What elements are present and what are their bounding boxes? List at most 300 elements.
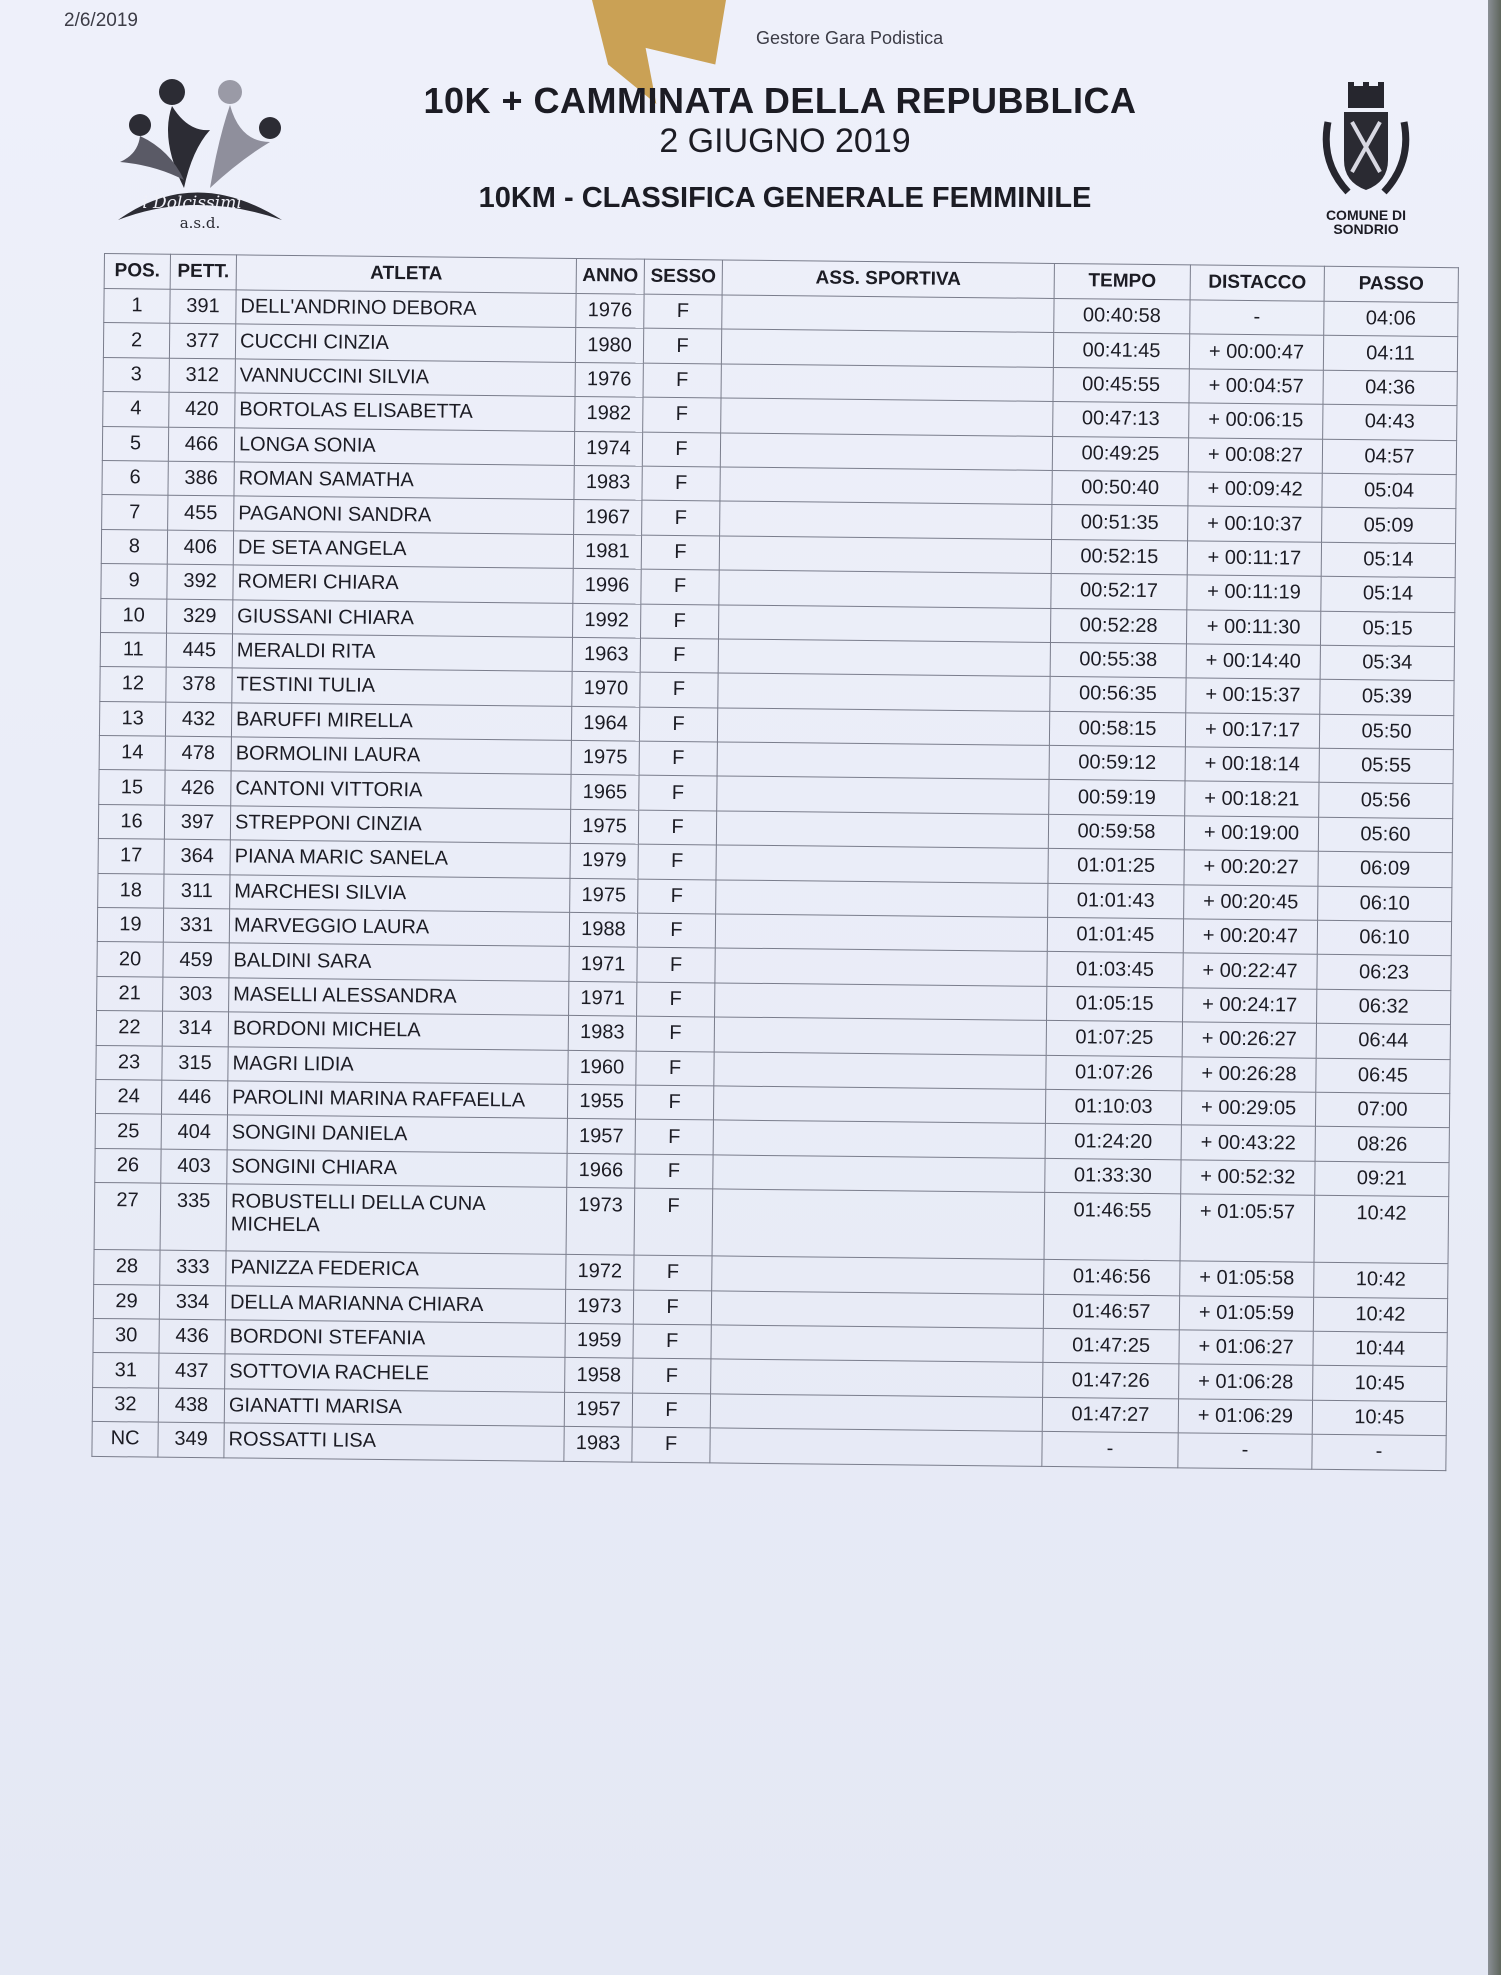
cell-pos: 6 [102,460,168,495]
cell-year: 1976 [575,362,643,397]
cell-time: 00:59:58 [1048,814,1184,850]
organizer-label: Gestore Gara Podistica [756,28,944,48]
cell-club [713,1155,1045,1193]
cell-club [711,1325,1043,1363]
cell-pace: 06:32 [1316,989,1450,1025]
cell-gap: + 00:29:05 [1181,1091,1315,1127]
cell-bib: 314 [162,1011,228,1046]
cell-pos: 12 [100,667,166,702]
cell-bib: 455 [168,496,234,531]
cell-sex: F [635,1119,713,1154]
cell-pace: 04:11 [1323,336,1457,372]
cell-pos: 16 [98,804,164,839]
cell-time: 00:40:58 [1054,298,1190,334]
cell-bib: 312 [169,358,235,393]
cell-sex: F [633,1358,711,1393]
cell-pos: 27 [94,1183,161,1251]
cell-year: 1975 [571,740,639,775]
cell-pos: 29 [93,1284,159,1319]
cell-pos: 8 [101,529,167,564]
cell-pos: 28 [94,1250,160,1285]
comune-label [1316,208,1416,236]
cell-gap: + 00:11:19 [1187,575,1321,611]
comune-line2: SONDRIO [1333,221,1399,237]
cell-athlete: DELLA MARIANNA CHIARA [225,1285,565,1323]
cell-pace: 05:34 [1320,645,1454,681]
cell-pace: 10:45 [1313,1366,1447,1402]
cell-year: 1982 [575,397,643,432]
cell-sex: F [640,638,718,673]
cell-sex: F [636,1051,714,1086]
cell-athlete: LONGA SONIA [234,427,574,465]
cell-sex: F [637,948,715,983]
cell-club [717,776,1049,814]
cell-pos: 21 [97,976,163,1011]
cell-sex: F [637,913,715,948]
cell-athlete: MAGRI LIDIA [228,1046,568,1084]
cell-year: 1960 [568,1050,636,1085]
cell-athlete: BARUFFI MIRELLA [231,703,571,741]
cell-time: 00:55:38 [1050,642,1186,678]
cell-bib: 445 [166,633,232,668]
dolcissimi-logo [100,70,290,230]
cell-bib: 331 [163,908,229,943]
cell-gap: + 01:05:58 [1180,1261,1314,1297]
cell-bib: 377 [169,324,235,359]
cell-pace: 06:23 [1317,955,1451,991]
cell-athlete: PIANA MARIC SANELA [230,840,570,878]
cell-athlete: ROMERI CHIARA [233,565,573,603]
cell-pos: 25 [95,1114,161,1149]
cell-bib: 386 [168,461,234,496]
cell-club [717,708,1049,746]
cell-sex: F [641,535,719,570]
cell-year: 1965 [571,775,639,810]
cell-pace: 10:42 [1314,1262,1448,1298]
cell-sex: F [638,879,716,914]
event-date: 2 GIUGNO 2019 [659,122,911,160]
cell-year: 1980 [575,328,643,363]
cell-sex: F [637,982,715,1017]
cell-gap: + 00:09:42 [1188,472,1322,508]
cell-bib: 404 [161,1115,227,1150]
cell-sex: F [643,363,721,398]
cell-time: 00:50:40 [1052,470,1188,506]
cell-athlete: ROMAN SAMATHA [234,462,574,500]
cell-pace: 05:39 [1320,680,1454,716]
cell-gap: + 00:11:17 [1187,541,1321,577]
cell-time: 00:52:28 [1050,608,1186,644]
cell-gap: + 00:14:40 [1186,644,1320,680]
cell-club [719,536,1051,574]
cell-year: 1992 [573,603,641,638]
cell-pace: 05:14 [1321,542,1455,578]
cell-year: 1979 [570,844,638,879]
cell-time: 01:07:25 [1046,1021,1182,1057]
cell-year: 1981 [573,534,641,569]
cell-year: 1967 [574,500,642,535]
cell-bib: 391 [170,289,236,324]
cell-gap: + 01:05:57 [1180,1194,1315,1262]
cell-club [721,364,1053,402]
cell-sex: F [642,432,720,467]
cell-year: 1996 [573,569,641,604]
cell-time: 00:52:15 [1051,539,1187,575]
cell-club [711,1359,1043,1397]
cell-gap: + 00:43:22 [1181,1125,1315,1161]
cell-athlete: VANNUCCINI SILVIA [235,359,575,397]
col-tempo: TEMPO [1054,263,1190,299]
col-passo: PASSO [1324,266,1458,302]
cell-club [716,880,1048,918]
cell-sex: F [639,707,717,742]
col-pos: POS. [104,254,170,290]
cell-pos: 9 [101,564,167,599]
cell-club [718,604,1050,642]
cell-sex: F [636,1016,714,1051]
cell-club [712,1189,1045,1259]
cell-pace: - [1312,1434,1446,1470]
comune-line1: COMUNE DI [1325,207,1407,223]
col-pett: PETT. [170,254,236,290]
cell-year: 1959 [565,1323,633,1358]
cell-pace: 06:09 [1318,851,1452,887]
cell-time: 00:45:55 [1053,367,1189,403]
cell-year: 1976 [576,293,644,328]
cell-year: 1963 [572,637,640,672]
cell-club [715,983,1047,1021]
cell-club [711,1290,1043,1328]
cell-bib: 406 [167,530,233,565]
cell-time: 01:47:25 [1043,1328,1179,1364]
cell-pace: 10:42 [1313,1297,1447,1333]
cell-club [718,639,1050,677]
cell-athlete: PAGANONI SANDRA [234,496,574,534]
cell-time: 00:51:35 [1052,505,1188,541]
cell-athlete: BORMOLINI LAURA [231,737,571,775]
cell-club [714,1052,1046,1090]
cell-gap: + 00:20:27 [1184,850,1318,886]
cell-pos: 20 [97,942,163,977]
cell-athlete: CANTONI VITTORIA [231,771,571,809]
cell-gap: + 00:17:17 [1185,713,1319,749]
cell-bib: 315 [162,1046,228,1081]
cell-pace: 05:04 [1322,473,1456,509]
cell-athlete: BORDONI MICHELA [228,1012,568,1050]
cell-pos: 10 [101,598,167,633]
ranking-heading: 10KM - CLASSIFICA GENERALE FEMMINILE [478,182,1092,214]
cell-gap: + 00:26:27 [1182,1022,1316,1058]
cell-pos: 30 [93,1318,159,1353]
cell-gap: + 00:18:21 [1185,781,1319,817]
cell-year: 1971 [569,981,637,1016]
cell-gap: + 00:52:32 [1181,1160,1315,1196]
cell-club [721,398,1053,436]
cell-bib: 311 [164,874,230,909]
print-date: 2/6/2019 [64,10,138,31]
cell-time: 01:24:20 [1045,1124,1181,1160]
cell-pos: 26 [95,1148,161,1183]
cell-year: 1973 [566,1188,635,1256]
cell-pace: 05:55 [1319,748,1453,784]
cell-club [718,673,1050,711]
cell-bib: 392 [167,564,233,599]
cell-year: 1964 [571,706,639,741]
cell-pace: 05:50 [1319,714,1453,750]
cell-bib: 333 [160,1250,226,1285]
cell-pace: 04:06 [1324,301,1458,337]
cell-club [721,329,1053,367]
cell-year: 1970 [572,672,640,707]
cell-sex: F [635,1085,713,1120]
cell-pos: 11 [100,632,166,667]
cell-pos: 15 [99,770,165,805]
cell-time: 00:56:35 [1050,677,1186,713]
col-distacco: DISTACCO [1190,265,1324,301]
comune-crest-icon [1318,82,1414,202]
cell-athlete: DELL'ANDRINO DEBORA [236,290,576,328]
cell-club [715,948,1047,986]
cell-gap: + 00:18:14 [1185,747,1319,783]
cell-bib: 397 [164,805,230,840]
cell-time: 01:01:43 [1048,883,1184,919]
cell-bib: 334 [159,1285,225,1320]
cell-athlete: BALDINI SARA [229,943,569,981]
cell-athlete: CUCCHI CINZIA [235,324,575,362]
col-sesso: SESSO [644,259,722,295]
cell-bib: 329 [167,599,233,634]
cell-pos: 19 [97,908,163,943]
cell-sex: F [639,776,717,811]
cell-bib: 437 [159,1353,225,1388]
cell-sex: F [634,1188,713,1256]
cell-time: 00:58:15 [1049,711,1185,747]
cell-club [714,1017,1046,1055]
cell-bib: 426 [165,771,231,806]
cell-gap: + 00:15:37 [1186,678,1320,714]
cell-pos: NC [92,1422,158,1457]
cell-year: 1966 [567,1153,635,1188]
cell-club [720,501,1052,539]
col-atleta: ATLETA [236,255,576,294]
cell-gap: + 01:06:28 [1179,1364,1313,1400]
cell-time: 00:59:12 [1049,746,1185,782]
cell-club [722,295,1054,333]
cell-time: 00:41:45 [1053,333,1189,369]
cell-gap: + 01:06:27 [1179,1330,1313,1366]
cell-sex: F [638,810,716,845]
cell-athlete: MASELLI ALESSANDRA [229,978,569,1016]
cell-athlete: BORDONI STEFANIA [225,1320,565,1358]
cell-pace: 06:44 [1316,1023,1450,1059]
results-table [91,253,1459,1471]
cell-year: 1955 [567,1084,635,1119]
cell-athlete: MERALDI RITA [232,634,572,672]
cell-year: 1988 [569,912,637,947]
cell-athlete: MARCHESI SILVIA [230,874,570,912]
cell-pace: 07:00 [1315,1092,1449,1128]
cell-club [717,742,1049,780]
cell-year: 1983 [574,465,642,500]
cell-time: 00:52:17 [1051,574,1187,610]
cell-time: 00:49:25 [1052,436,1188,472]
cell-pace: 05:56 [1319,783,1453,819]
cell-pos: 13 [99,701,165,736]
cell-bib: 466 [168,427,234,462]
cell-pace: 06:10 [1318,886,1452,922]
cell-time: 00:59:19 [1049,780,1185,816]
cell-bib: 432 [165,702,231,737]
cell-gap: + 00:08:27 [1188,437,1322,473]
cell-pace: 04:43 [1323,404,1457,440]
cell-pace: 05:15 [1320,611,1454,647]
cell-time: 01:01:45 [1047,917,1183,953]
cell-sex: F [640,672,718,707]
cell-pace: 05:09 [1322,508,1456,544]
cell-bib: 446 [161,1080,227,1115]
cell-gap: + 00:06:15 [1189,403,1323,439]
cell-sex: F [641,569,719,604]
cell-pace: 05:14 [1321,576,1455,612]
cell-club [720,467,1052,505]
cell-athlete: PANIZZA FEDERICA [226,1251,566,1289]
cell-gap: + 00:11:30 [1186,609,1320,645]
cell-year: 1957 [564,1392,632,1427]
cell-gap: + 00:24:17 [1183,988,1317,1024]
cell-bib: 459 [163,943,229,978]
cell-pace: 09:21 [1315,1161,1449,1197]
cell-pos: 32 [92,1387,158,1422]
cell-time: 01:10:03 [1045,1089,1181,1125]
cell-athlete: PAROLINI MARINA RAFFAELLA [227,1081,567,1119]
event-title: 10K + CAMMINATA DELLA REPUBBLICA [423,80,1137,121]
cell-time: 01:47:27 [1042,1397,1178,1433]
cell-gap: + 00:19:00 [1184,816,1318,852]
cell-year: 1975 [570,878,638,913]
background-edge [1488,0,1501,1975]
cell-pos: 17 [98,839,164,874]
cell-year: 1983 [568,1016,636,1051]
cell-sex: F [642,466,720,501]
cell-gap: + 00:20:45 [1184,884,1318,920]
cell-pos: 7 [102,495,168,530]
cell-athlete: MARVEGGIO LAURA [229,909,569,947]
cell-gap: + 00:26:28 [1182,1056,1316,1092]
cell-gap: + 00:04:57 [1189,369,1323,405]
cell-club [713,1120,1045,1158]
results-body [92,289,1458,1471]
cell-pos: 31 [93,1353,159,1388]
cell-time: 00:47:13 [1053,402,1189,438]
cell-sex: F [632,1427,710,1462]
cell-pace: 06:45 [1316,1058,1450,1094]
cell-pos: 14 [99,736,165,771]
cell-gap: + 00:22:47 [1183,953,1317,989]
cell-time: 01:05:15 [1047,986,1183,1022]
cell-sex: F [633,1324,711,1359]
col-anno: ANNO [576,258,644,294]
cell-year: 1958 [565,1358,633,1393]
cell-gap: + 00:00:47 [1189,334,1323,370]
cell-athlete: GIANATTI MARISA [224,1389,564,1427]
cell-athlete: ROSSATTI LISA [224,1423,564,1461]
cell-gap: + 01:05:59 [1179,1295,1313,1331]
cell-sex: F [634,1255,712,1290]
cell-time: - [1042,1431,1178,1467]
cell-bib: 403 [161,1149,227,1184]
cell-time: 01:46:55 [1044,1193,1181,1261]
cell-year: 1975 [570,809,638,844]
cell-pace: 04:36 [1323,370,1457,406]
cell-pace: 10:44 [1313,1331,1447,1367]
cell-pos: 5 [102,426,168,461]
cell-time: 01:47:26 [1043,1363,1179,1399]
cell-time: 01:46:56 [1044,1260,1180,1296]
cell-pace: 06:10 [1317,920,1451,956]
cell-pos: 2 [103,323,169,358]
cell-pos: 1 [104,289,170,324]
cell-year: 1971 [569,947,637,982]
cell-pos: 3 [103,357,169,392]
cell-year: 1972 [566,1255,634,1290]
cell-sex: F [642,500,720,535]
cell-bib: 438 [158,1388,224,1423]
logo-left-name: i Dolcissimi [142,193,242,213]
cell-bib: 349 [158,1422,224,1457]
cell-time: 01:33:30 [1045,1158,1181,1194]
cell-sex: F [643,397,721,432]
cell-sex: F [639,741,717,776]
cell-pace: 08:26 [1315,1127,1449,1163]
cell-athlete: STREPPONI CINZIA [230,806,570,844]
cell-sex: F [632,1393,710,1428]
cell-gap: + 00:20:47 [1183,919,1317,955]
cell-pace: 10:45 [1312,1400,1446,1436]
cell-year: 1974 [574,431,642,466]
cell-bib: 378 [166,667,232,702]
cell-year: 1983 [564,1426,632,1461]
cell-time: 01:01:25 [1048,849,1184,885]
col-ass-sportiva: ASS. SPORTIVA [722,260,1054,298]
logo-left-asd: a.s.d. [179,214,221,230]
cell-pos: 24 [95,1079,161,1114]
cell-club [716,845,1048,883]
cell-gap: + 01:06:29 [1178,1399,1312,1435]
cell-pace: 04:57 [1322,439,1456,475]
cell-gap: - [1190,300,1324,336]
cell-club [710,1428,1042,1466]
cell-pos: 23 [96,1045,162,1080]
cell-sex: F [635,1154,713,1189]
cell-pace: 05:60 [1318,817,1452,853]
cell-athlete: TESTINI TULIA [232,668,572,706]
cell-bib: 364 [164,839,230,874]
cell-time: 01:03:45 [1047,952,1183,988]
cell-sex: F [638,844,716,879]
cell-bib: 335 [160,1183,227,1251]
cell-club [715,914,1047,952]
cell-bib: 436 [159,1319,225,1354]
cell-athlete: DE SETA ANGELA [233,531,573,569]
cell-year: 1973 [565,1289,633,1324]
cell-club [716,811,1048,849]
cell-club [713,1086,1045,1124]
cell-athlete: SONGINI CHIARA [227,1150,567,1188]
cell-athlete: BORTOLAS ELISABETTA [235,393,575,431]
cell-athlete: GIUSSANI CHIARA [233,599,573,637]
cell-sex: F [640,604,718,639]
cell-bib: 478 [165,736,231,771]
